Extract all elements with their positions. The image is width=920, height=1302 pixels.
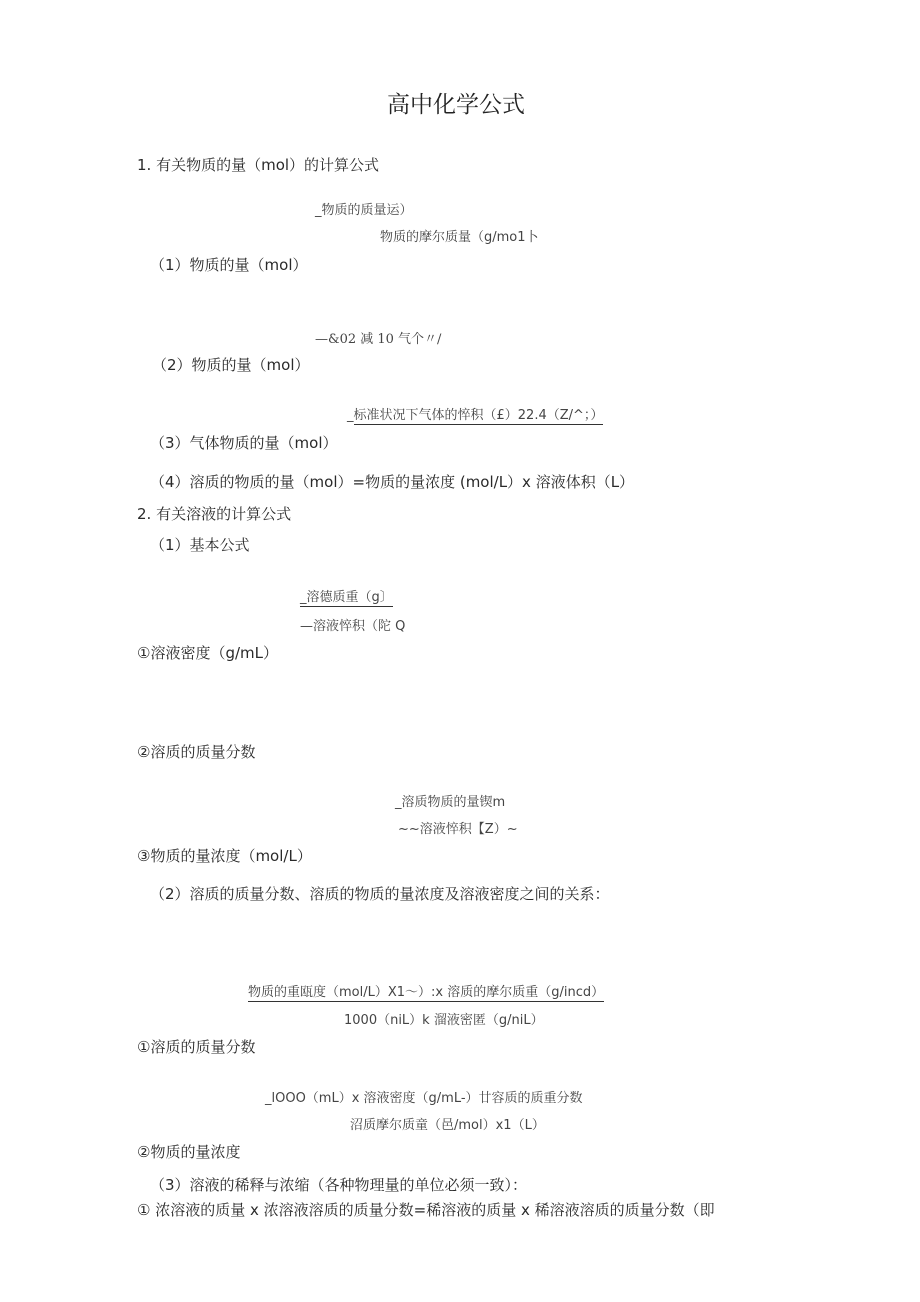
formula-3-numerator-text: 标准状况下气体的悴积（£）22.4（Z/^；） xyxy=(353,408,604,423)
subsection-3-heading: （3）溶液的稀释与浓缩（各种物理量的单位必须一致）： xyxy=(150,1176,528,1194)
formula-1-numerator xyxy=(315,203,413,219)
formula-1-numerator-text: 物质的质量运） xyxy=(321,203,413,218)
subsection-1-heading: （1）基本公式 xyxy=(150,536,250,554)
concentration-numerator: _溶质物质的量锲m xyxy=(395,795,506,810)
relation-2-denominator: 沼质摩尔质童（邑/mol）x1（L） xyxy=(350,1118,545,1133)
relation-1-denominator: 1000（niL）k 溜液密匿（g/niL） xyxy=(344,1013,544,1028)
formula-2-expression: —&02 减 10 气个〃/ xyxy=(315,332,442,347)
subsection-2-heading: （2）溶质的质量分数、溶质的物质的量浓度及溶液密度之间的关系： xyxy=(150,885,610,903)
relation-1-numerator xyxy=(248,985,604,1001)
relation-1-label: ①溶质的质量分数 xyxy=(137,1038,256,1056)
formula-1-numerator-prefix: _ xyxy=(315,203,322,218)
density-denominator: —溶液悴积（陀 Q xyxy=(300,619,406,634)
formula-1-denominator: 物质的摩尔质量（g/mo1卜 xyxy=(380,230,539,245)
relation-2-numerator: _lOOO（mL）x 溶液密度（g/mL-）廿容质的质重分数 xyxy=(265,1091,583,1106)
formula-3-numerator-prefix: _ xyxy=(347,408,354,423)
formula-2-label: （2）物质的量（mol） xyxy=(152,356,310,374)
relation-2-label: ②物质的量浓度 xyxy=(137,1143,241,1161)
concentration-denominator: ~~溶液悴积【Z）~ xyxy=(398,822,518,837)
page-title: 高中化学公式 xyxy=(387,92,525,118)
dilution-rule: ① 浓溶液的质量 x 浓溶液溶质的质量分数=稀溶液的质量 x 稀溶液溶质的质量分数（即 xyxy=(137,1201,715,1219)
mass-fraction-label: ②溶质的质量分数 xyxy=(137,743,256,761)
section-1-heading: 1. 有关物质的量（mol）的计算公式 xyxy=(137,156,380,174)
formula-1-label: （1）物质的量（mol） xyxy=(150,256,308,274)
concentration-label: ③物质的量浓度（mol/L） xyxy=(137,847,312,865)
relation-1-numerator-text: 物质的重瓯度（mol/L）X1～）:x 溶质的摩尔质重（g/incd） xyxy=(248,985,605,1000)
density-numerator xyxy=(300,590,393,606)
formula-3-label: （3）气体物质的量（mol） xyxy=(150,434,338,452)
item-4-text: （4）溶质的物质的量（mol）=物质的量浓度 (mol/L）x 溶液体积（L） xyxy=(150,473,635,491)
section-2-heading: 2. 有关溶液的计算公式 xyxy=(137,505,292,523)
density-numerator-text: _溶德质重（g〕 xyxy=(300,590,393,605)
density-label: ①溶液密度（g/mL） xyxy=(137,644,278,662)
formula-3-numerator xyxy=(347,408,603,424)
